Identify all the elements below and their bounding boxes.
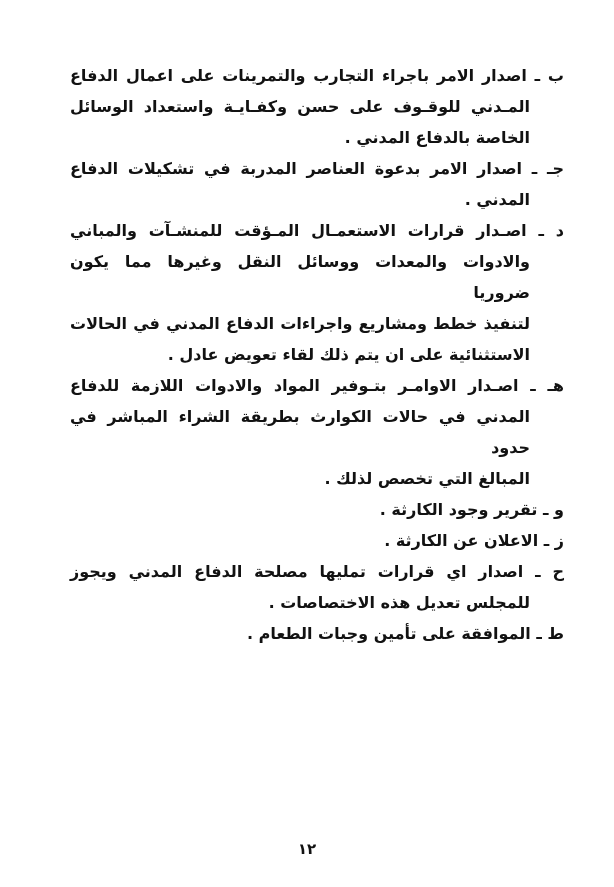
text-line: المدني في حالات الكوارث بطريقة الشراء المباشر في حدود bbox=[70, 407, 530, 457]
list-item bbox=[70, 370, 564, 494]
text-line: ز ـ الاعلان عن الكارثة . bbox=[384, 531, 564, 550]
list-item bbox=[70, 494, 564, 525]
text-line: للمجلس تعديل هذه الاختصاصات . bbox=[268, 593, 530, 612]
civil-defense-powers-list bbox=[70, 60, 564, 649]
text-line: الاستثنائية على ان يتم ذلك لقاء تعويض عادل . bbox=[167, 345, 530, 364]
text-line: الخاصة بالدفاع المدني . bbox=[344, 128, 530, 147]
page-number: ١٢ bbox=[297, 840, 317, 858]
list-item bbox=[70, 60, 564, 153]
list-item bbox=[70, 618, 564, 649]
text-line: المدني . bbox=[464, 190, 530, 209]
list-item bbox=[70, 556, 564, 618]
text-line: جـ ـ اصدار الامر بدعوة العناصر المدربة في تشكيلات الدفاع bbox=[70, 159, 564, 178]
text-line: والادوات والمعدات ووسائل النقل وغيرها مما يكون ضروريا bbox=[70, 252, 530, 302]
text-line: ح ـ اصدار اي قرارات تمليها مصلحة الدفاع المدني ويجوز bbox=[70, 562, 564, 581]
text-line: ط ـ الموافقة على تأمين وجبات الطعام . bbox=[246, 624, 564, 643]
text-line: ب ـ اصدار الامر باجراء التجارب والتمرينات على اعمال الدفاع bbox=[70, 66, 564, 85]
list-item bbox=[70, 153, 564, 215]
text-line: لتنفيذ خطط ومشاريع واجراءات الدفاع المدني في الحالات bbox=[70, 314, 530, 333]
text-line: المبالغ التي تخصص لذلك . bbox=[324, 469, 530, 488]
list-item bbox=[70, 525, 564, 556]
text-line: و ـ تقرير وجود الكارثة . bbox=[379, 500, 564, 519]
text-line: هـ ـ اصـدار الاوامـر بتـوفير المواد والادوات اللازمة للدفاع bbox=[70, 376, 564, 395]
text-line: المـدني للوقـوف على حسن وكفـايـة واستعداد الوسائل bbox=[70, 97, 530, 116]
text-line: د ـ اصـدار قرارات الاستعمـال المـؤقت للمنشـآت والمباني bbox=[70, 221, 564, 240]
list-item bbox=[70, 215, 564, 370]
